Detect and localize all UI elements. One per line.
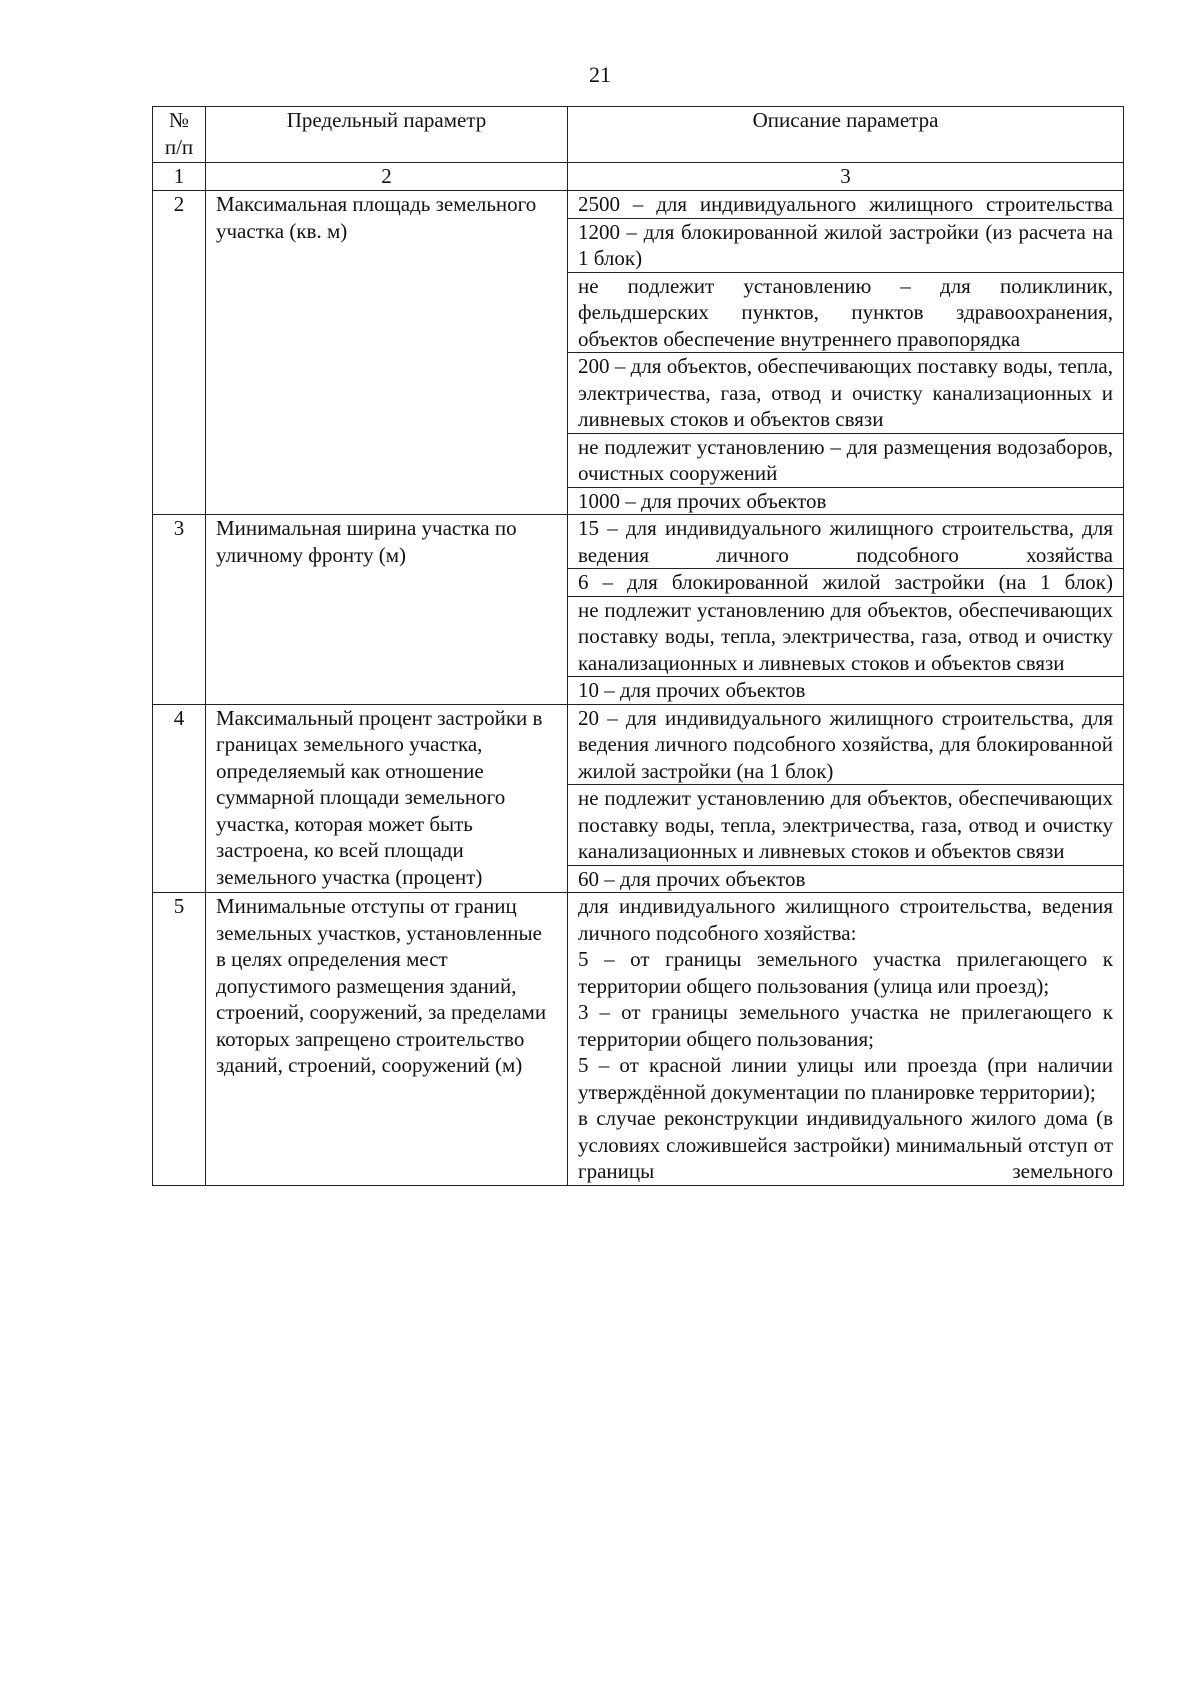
page-number: 21 [589, 62, 611, 87]
table-header-row [153, 107, 1124, 163]
parameter-name: Максимальная площадь земельного участка (кв. м) [206, 191, 568, 515]
table-row [153, 893, 1124, 1186]
parameter-description: 10 – для прочих объектов [568, 677, 1124, 705]
column-number: 3 [568, 163, 1124, 191]
table-row [153, 191, 1124, 219]
row-number: 5 [153, 893, 206, 1186]
row-number: 3 [153, 515, 206, 705]
parameter-description: 5 – от границы земельного участка прилегающего к территории общего пользования (улица или проезд); [578, 947, 1113, 998]
parameter-description: 200 – для объектов, обеспечивающих поставку воды, тепла, электричества, газа, отвод и очистку канализационных и ливневых стоков и объектов связи [568, 353, 1124, 434]
parameter-description-group [568, 893, 1124, 1186]
header-parameter: Предельный параметр [206, 107, 568, 163]
parameter-description: в случае реконструкции индивидуального жилого дома (в условиях сложившейся застройки) минимальный отступ от границы земельного [578, 1106, 1113, 1183]
table-row [153, 515, 1124, 569]
parameter-description: не подлежит установлению для объектов, обеспечивающих поставку воды, тепла, электричества, газа, отвод и очистку канализационных и ливневых стоков и объектов связи [568, 785, 1124, 866]
header-number: № п/п [153, 107, 206, 163]
column-number: 1 [153, 163, 206, 191]
column-number: 2 [206, 163, 568, 191]
parameter-description: не подлежит установлению для объектов, обеспечивающих поставку воды, тепла, электричества, газа, отвод и очистку канализационных и ливневых стоков и объектов связи [568, 596, 1124, 677]
parameter-description: 20 – для индивидуального жилищного строительства, для ведения личного подсобного хозяйства, для блокированной жилой застройки (на 1 блок) [568, 704, 1124, 785]
parameter-description: 60 – для прочих объектов [568, 865, 1124, 893]
parameter-description: 15 – для индивидуального жилищного строительства, для ведения личного подсобного хозяйства [568, 515, 1124, 569]
parameter-description: для индивидуального жилищного строительства, ведения личного подсобного хозяйства: [578, 894, 1113, 945]
parameter-description: 2500 – для индивидуального жилищного строительства [568, 191, 1124, 219]
parameter-description: 5 – от красной линии улицы или проезда (при наличии утверждённой документации по планировке территории); [578, 1053, 1113, 1104]
header-description: Описание параметра [568, 107, 1124, 163]
parameter-name: Минимальные отступы от границ земельных участков, установленные в целях определения мест допустимого размещения зданий, строений, сооружений, за пределами которых запрещено строительство зданий, строений, сооружений (м) [206, 893, 568, 1186]
row-number: 2 [153, 191, 206, 515]
parameter-name: Максимальный процент застройки в границах земельного участка, определяемый как отношение суммарной площади земельного участка, которая может быть застроена, ко всей площади земельного участка (процент) [206, 704, 568, 893]
row-number: 4 [153, 704, 206, 893]
parameter-description: не подлежит установлению – для размещения водозаборов, очистных сооружений [568, 433, 1124, 487]
table-row [153, 704, 1124, 785]
parameter-description: 6 – для блокированной жилой застройки (на 1 блок) [568, 569, 1124, 597]
parameter-description: не подлежит установлению – для поликлиник, фельдшерских пунктов, пунктов здравоохранения, объектов обеспечение внутреннего правопорядка [568, 272, 1124, 353]
column-numbers-row [153, 163, 1124, 191]
parameter-description: 3 – от границы земельного участка не прилегающего к территории общего пользования; [578, 1000, 1113, 1051]
parameter-description: 1000 – для прочих объектов [568, 487, 1124, 515]
parameter-name: Минимальная ширина участка по уличному фронту (м) [206, 515, 568, 705]
parameters-table [152, 106, 1124, 1186]
parameter-description: 1200 – для блокированной жилой застройки (из расчета на 1 блок) [568, 218, 1124, 272]
